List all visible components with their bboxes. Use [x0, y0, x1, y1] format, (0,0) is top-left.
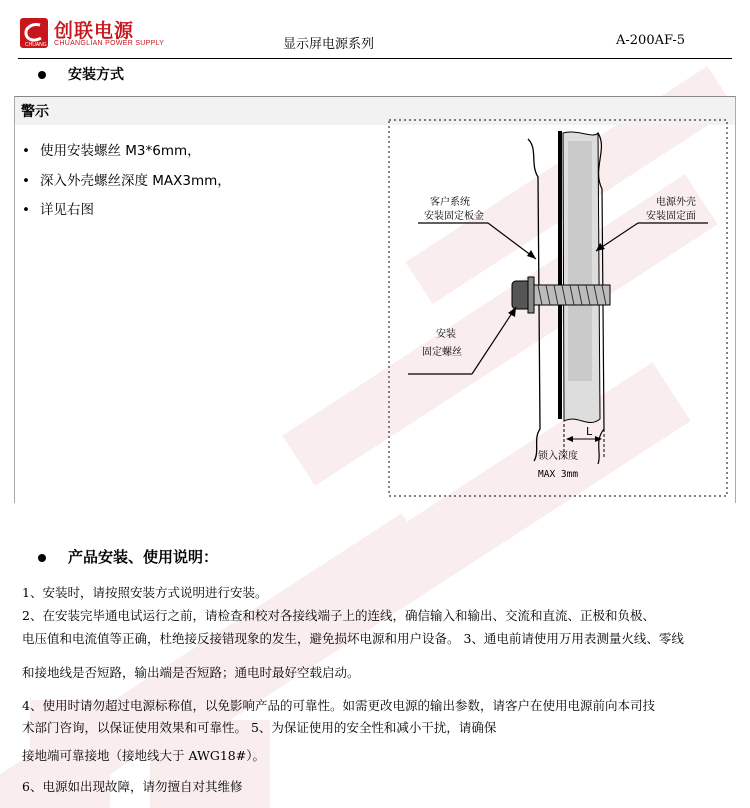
list-item: • 深入外壳螺丝深度 MAX3mm， [22, 173, 231, 189]
label-customer-2: 安装固定板金 [424, 211, 484, 222]
logo-mark-icon [20, 18, 48, 48]
usage-line: 和接地线是否短路，输出端是否短路；通电时最好空载启动。 [22, 665, 360, 680]
model-number: A-200AF-5 [616, 33, 686, 48]
svg-text:CHUANG: CHUANG [25, 42, 47, 48]
usage-line: 术部门咨询，以保证使用效果和可靠性。 5、为保证使用的安全性和减小干扰，请确保 [22, 720, 497, 735]
usage-line: 电压值和电流值等正确，杜绝接反接错现象的发生，避免损坏电源和用户设备。 3、通电前请使用万用表测量火线、零线 [22, 631, 684, 646]
brand-name-cn: 创联电源 [54, 20, 135, 42]
section-usage-title: 产品安装、使用说明： [38, 546, 218, 567]
usage-line: 6、电源如出现故障，请勿擅自对其维修 [22, 779, 243, 794]
label-max-depth: MAX 3mm [538, 469, 579, 480]
warning-title: 警示 [21, 104, 49, 120]
bullet-dot-icon [38, 71, 46, 79]
product-series: 显示屏电源系列 [283, 37, 375, 52]
install-diagram [388, 119, 728, 497]
label-screw-2: 固定螺丝 [422, 347, 462, 358]
bullet-dot-icon [38, 554, 46, 562]
page-header [0, 0, 750, 58]
dimension-L: L [586, 425, 593, 438]
brand-name-en: CHUANGLIAN POWER SUPPLY [54, 40, 165, 47]
usage-line: 接地端可靠接地（接地线大于 AWG18#）。 [22, 748, 265, 763]
label-shell-2: 安装固定面 [646, 211, 696, 222]
section-install-title: 安装方式 [38, 64, 124, 84]
label-customer-1: 客户系统 [430, 197, 470, 208]
label-screw-1: 安装 [436, 329, 456, 340]
usage-line: 2、在安装完毕通电试运行之前，请检查和校对各接线端子上的连线，确信输入和输出、交流和直流、正极和负极、 [22, 608, 655, 623]
list-item: • 使用安装螺丝 M3*6mm， [22, 143, 201, 159]
header-divider [18, 58, 732, 59]
brand-logo [20, 18, 175, 52]
usage-line: 1、安装时，请按照安装方式说明进行安装。 [22, 585, 268, 600]
list-item: • 详见右图 [22, 202, 94, 218]
label-shell-1: 电源外壳 [656, 197, 696, 208]
label-depth: 锁入深度 [538, 451, 578, 462]
usage-line: 4、使用时请勿超过电源标称值，以免影响产品的可靠性。如需更改电源的输出参数，请客户在使用电源前向本司技 [22, 698, 655, 713]
